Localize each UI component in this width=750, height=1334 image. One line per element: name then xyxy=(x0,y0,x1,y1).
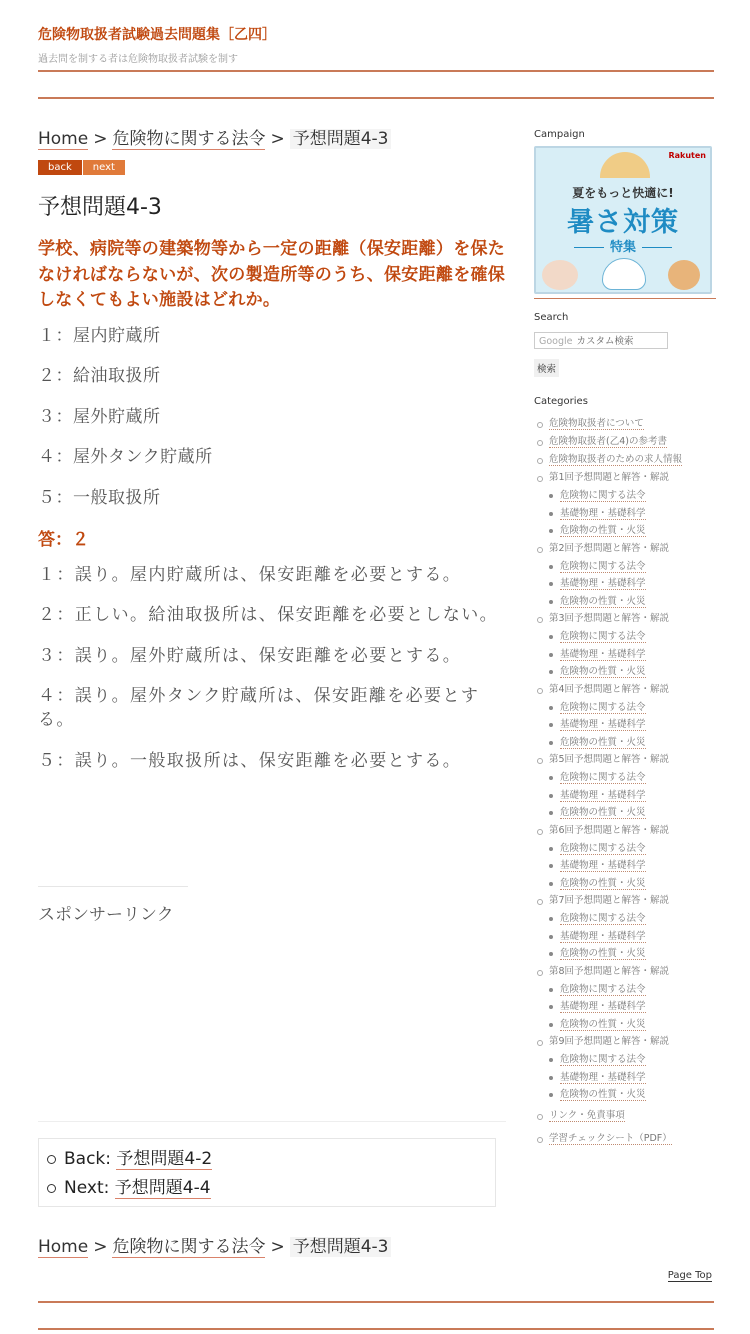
next-button[interactable]: next xyxy=(83,160,125,175)
bullet-icon xyxy=(47,1184,56,1193)
bear-illustration xyxy=(602,258,646,290)
subcategory-item[interactable]: 危険物に関する法令 xyxy=(534,487,716,505)
subcategory-item[interactable]: 危険物の性質・火災 xyxy=(534,1086,716,1104)
category-item[interactable]: 危険物取扱者について xyxy=(534,415,716,433)
subcategory-item[interactable]: 危険物の性質・火災 xyxy=(534,945,716,963)
next-post-link[interactable]: 予想問題4-4 xyxy=(114,1178,211,1198)
subcategory-item[interactable]: 危険物の性質・火災 xyxy=(534,804,716,822)
post-nav-buttons xyxy=(38,160,508,175)
explanation-item: ５：誤り。一般取扱所は、保安距離を必要とする。 xyxy=(38,750,462,771)
category-round: 第4回予想問題と解答・解説 xyxy=(534,681,716,699)
banner-subheadline: 特集 xyxy=(536,236,710,255)
subcategory-item[interactable]: 基礎物理・基礎科学 xyxy=(534,646,716,664)
subcategory-item[interactable]: 危険物に関する法令 xyxy=(534,558,716,576)
page-title: 予想問題4-3 xyxy=(38,195,162,220)
subcategory-item[interactable]: 危険物の性質・火災 xyxy=(534,522,716,540)
category-round: 第1回予想問題と解答・解説 xyxy=(534,469,716,487)
subcategory-item[interactable]: 基礎物理・基礎科学 xyxy=(534,928,716,946)
breadcrumb-separator: > xyxy=(270,129,285,149)
category-round: 第5回予想問題と解答・解説 xyxy=(534,751,716,769)
rakuten-logo: Rakuten xyxy=(668,151,706,160)
prev-next-box xyxy=(38,1138,496,1207)
subcategory-item[interactable]: 基礎物理・基礎科学 xyxy=(534,787,716,805)
subcategory-item[interactable]: 基礎物理・基礎科学 xyxy=(534,716,716,734)
question-text: 学校、病院等の建築物等から一定の距離（保安距離）を保たなければならないが、次の製造所等のうち、保安距離を確保しなくてもよい施設はどれか。 xyxy=(38,239,506,310)
option-item: １：屋内貯蔵所 xyxy=(38,325,161,346)
sponsor-label: スポンサーリンク xyxy=(38,905,174,925)
sidebar-divider xyxy=(534,298,716,299)
search-button[interactable]: 検索 xyxy=(534,359,559,377)
subcategory-item[interactable]: 危険物に関する法令 xyxy=(534,699,716,717)
category-item[interactable]: リンク・免責事項 xyxy=(534,1107,716,1125)
subcategory-item[interactable]: 基礎物理・基礎科学 xyxy=(534,998,716,1016)
breadcrumb-current: 予想問題4-3 xyxy=(290,1237,392,1257)
prev-post-row xyxy=(47,1145,495,1174)
banner-headline: 暑さ対策 xyxy=(567,207,679,238)
breadcrumb-home-link[interactable]: Home xyxy=(38,129,89,149)
breadcrumb-category-link[interactable]: 危険物に関する法令 xyxy=(112,1237,266,1257)
category-round: 第7回予想問題と解答・解説 xyxy=(534,892,716,910)
subcategory-item[interactable]: 基礎物理・基礎科学 xyxy=(534,575,716,593)
subcategory-item[interactable]: 危険物の性質・火災 xyxy=(534,734,716,752)
category-round: 第3回予想問題と解答・解説 xyxy=(534,610,716,628)
subcategory-item[interactable]: 危険物の性質・火災 xyxy=(534,663,716,681)
subcategory-item[interactable]: 危険物に関する法令 xyxy=(534,981,716,999)
prev-post-label: Back: xyxy=(64,1149,111,1169)
next-post-row xyxy=(47,1174,495,1203)
category-round: 第8回予想問題と解答・解説 xyxy=(534,963,716,981)
option-item: ２：給油取扱所 xyxy=(38,366,161,386)
sponsor-bottom-divider xyxy=(38,1121,506,1122)
breadcrumb-home-link[interactable]: Home xyxy=(38,1237,89,1257)
bullet-icon xyxy=(47,1155,56,1164)
option-item: ５：一般取扱所 xyxy=(38,487,161,508)
footer-divider xyxy=(38,1328,714,1330)
footer-divider xyxy=(38,1301,714,1303)
prev-post-link[interactable]: 予想問題4-2 xyxy=(116,1149,213,1169)
subcategory-item[interactable]: 危険物に関する法令 xyxy=(534,769,716,787)
breadcrumb-bottom xyxy=(38,1234,391,1260)
subcategory-item[interactable]: 危険物の性質・火災 xyxy=(534,593,716,611)
search-title: Search xyxy=(534,312,569,323)
main-content xyxy=(38,126,508,789)
subcategory-item[interactable]: 危険物に関する法令 xyxy=(534,1051,716,1069)
campaign-title: Campaign xyxy=(534,129,585,140)
subcategory-item[interactable]: 危険物の性質・火災 xyxy=(534,1016,716,1034)
breadcrumb-category-link[interactable]: 危険物に関する法令 xyxy=(112,129,266,149)
subcategory-item[interactable]: 危険物に関する法令 xyxy=(534,910,716,928)
category-round: 第6回予想問題と解答・解説 xyxy=(534,822,716,840)
page-top-link[interactable]: Page Top xyxy=(667,1270,712,1281)
banner-tagline: 夏をもっと快適に! xyxy=(572,186,674,200)
sidebar xyxy=(534,128,716,1148)
sponsor-divider xyxy=(38,886,188,887)
back-button[interactable]: back xyxy=(38,160,82,175)
subcategory-item[interactable]: 危険物の性質・火災 xyxy=(534,875,716,893)
sun-icon xyxy=(600,152,650,178)
next-post-label: Next: xyxy=(64,1178,110,1198)
header-divider xyxy=(38,70,714,72)
explanation-item: ４：誤り。屋外タンク貯蔵所は、保安距離を必要とする。 xyxy=(38,686,480,730)
option-item: ４：屋外タンク貯蔵所 xyxy=(38,447,213,467)
site-description: 過去問を制する者は危険物取扱者試験を制す xyxy=(38,54,238,65)
explanation-list xyxy=(38,563,508,773)
person-illustration xyxy=(542,260,578,290)
site-header xyxy=(38,24,714,65)
header-divider xyxy=(38,97,714,99)
breadcrumb-separator: > xyxy=(93,129,108,149)
explanation-item: １：誤り。屋内貯蔵所は、保安距離を必要とする。 xyxy=(38,564,462,585)
dog-illustration xyxy=(668,260,700,290)
category-item[interactable]: 学習チェックシート（PDF） xyxy=(534,1130,716,1148)
category-list xyxy=(534,415,716,1148)
subcategory-item[interactable]: 基礎物理・基礎科学 xyxy=(534,1069,716,1087)
subcategory-item[interactable]: 基礎物理・基礎科学 xyxy=(534,857,716,875)
subcategory-item[interactable]: 危険物に関する法令 xyxy=(534,628,716,646)
breadcrumb-separator: > xyxy=(93,1237,108,1257)
search-placeholder: カスタム検索 xyxy=(576,336,634,347)
search-input[interactable] xyxy=(534,332,668,349)
breadcrumb-separator: > xyxy=(270,1237,285,1257)
option-list xyxy=(38,324,508,510)
breadcrumb xyxy=(38,126,508,152)
breadcrumb-current: 予想問題4-3 xyxy=(290,129,392,149)
answer-text: 答：２ xyxy=(38,529,89,550)
campaign-banner[interactable] xyxy=(534,146,712,294)
explanation-item: ３：誤り。屋外貯蔵所は、保安距離を必要とする。 xyxy=(38,645,462,666)
category-item[interactable]: 危険物取扱者(乙4)の参考書 xyxy=(534,433,716,451)
site-title[interactable]: 危険物取扱者試験過去問題集［乙四］ xyxy=(38,27,276,43)
category-round: 第9回予想問題と解答・解説 xyxy=(534,1033,716,1051)
option-item: ３：屋外貯蔵所 xyxy=(38,406,161,427)
google-logo: Google xyxy=(539,336,573,347)
explanation-item: ２：正しい。給油取扱所は、保安距離を必要としない。 xyxy=(38,605,498,625)
categories-title: Categories xyxy=(534,396,588,407)
category-round: 第2回予想問題と解答・解説 xyxy=(534,540,716,558)
subcategory-item[interactable]: 基礎物理・基礎科学 xyxy=(534,505,716,523)
search-widget xyxy=(534,311,716,377)
subcategory-item[interactable]: 危険物に関する法令 xyxy=(534,840,716,858)
category-item[interactable]: 危険物取扱者のための求人情報 xyxy=(534,451,716,469)
